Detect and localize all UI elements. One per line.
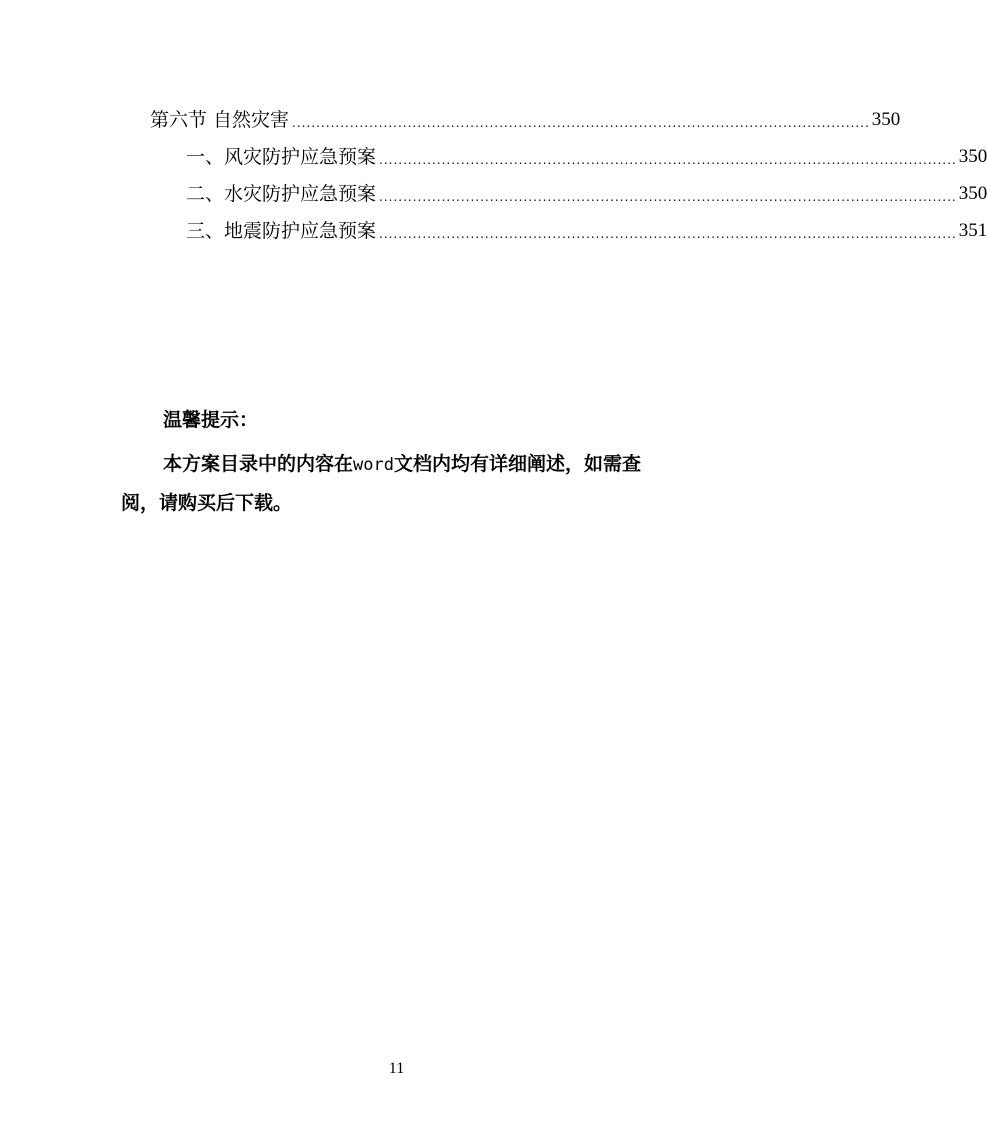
- toc-entry-label: 第六节 自然灾害: [150, 109, 290, 131]
- toc-entry-label: 三、地震防护应急预案: [186, 220, 377, 242]
- toc-entry-flood-disaster[interactable]: [186, 181, 987, 207]
- tip-body-word: word: [353, 455, 394, 475]
- tip-body-text-2: 文档内均有详细阐述，如需查阅，请购买后下载。: [121, 453, 641, 514]
- toc-dot-leader: ........................................................................................................................: [379, 153, 957, 167]
- toc-entry-label: 一、风灾防护应急预案: [186, 146, 377, 168]
- toc-entry-page: 351: [958, 220, 987, 241]
- toc-entry-section-6[interactable]: [150, 107, 901, 133]
- tip-body: [121, 445, 673, 522]
- toc-entry-label: 二、水灾防护应急预案: [186, 183, 377, 205]
- page-number: 11: [388, 1060, 405, 1077]
- toc-entry-page: 350: [958, 183, 987, 204]
- toc-entry-page: 350: [958, 146, 987, 167]
- tip-title: 温馨提示：: [163, 409, 259, 431]
- toc-entry-earthquake[interactable]: [186, 218, 987, 244]
- toc-dot-leader: ........................................................................................................................: [292, 116, 870, 130]
- toc-entry-wind-disaster[interactable]: [186, 144, 987, 170]
- tip-body-text-1: 本方案目录中的内容在: [163, 453, 354, 475]
- toc-dot-leader: ........................................................................................................................: [379, 227, 957, 241]
- toc-entry-page: 350: [871, 109, 901, 130]
- toc-dot-leader: ........................................................................................................................: [379, 190, 957, 204]
